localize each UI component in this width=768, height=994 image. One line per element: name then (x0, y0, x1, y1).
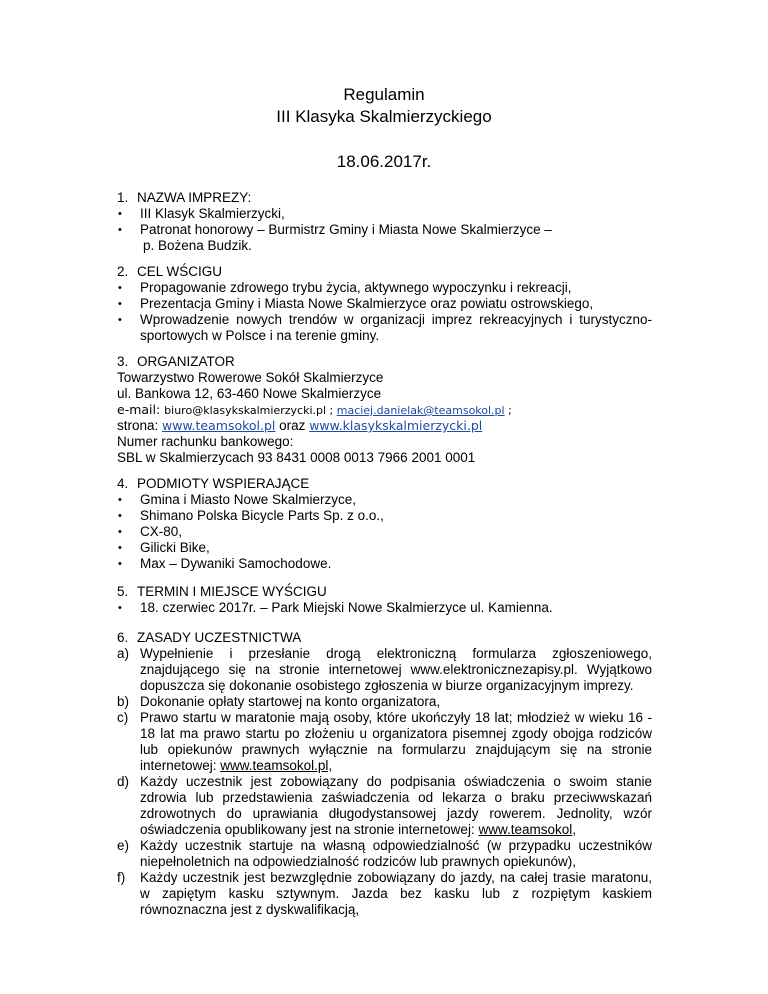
section-zasady-uczestnictwa (117, 630, 652, 918)
org-address: ul. Bankowa 12, 63-460 Nowe Skalmierzyce (117, 386, 382, 401)
org-email-line: e-mail: biuro@klasykskalmierzycki.pl ; maciej.danielak@teamsokol.pl ; (117, 402, 512, 417)
link-teamsokol-d[interactable]: www.teamsokol (478, 822, 573, 837)
email-link-biuro[interactable]: biuro@klasykskalmierzycki.pl (164, 404, 327, 417)
section-organizator (117, 354, 652, 466)
doc-subtitle: III Klasyka Skalmierzyckiego (276, 107, 492, 126)
doc-date: 18.06.2017r. (336, 152, 432, 171)
list-item: • Propagowanie zdrowego trybu życia, aktywnego wypoczynku i rekreacji, (117, 280, 652, 296)
list-item: • Shimano Polska Bicycle Parts Sp. z o.o., (117, 508, 652, 524)
rule-item-b: b) Dokonanie opłaty startowej na konto organizatora, (117, 694, 441, 709)
section-nazwa-imprezy (117, 190, 652, 254)
list-item: • Gmina i Miasto Nowe Skalmierzyce, (117, 492, 652, 508)
rule-item-a: a) Wypełnienie i przesłanie drogą elektroniczną formularza zgłoszeniowego, znajdującego się na stronie internetowej www.elektronicznezapisy.pl. Wyjątkowo dopuszcza się dokonanie osobistego zgłoszenia w biurze organizacyjnym imprezy. (117, 646, 652, 693)
section-heading: 1. NAZWA IMPREZY: (117, 190, 252, 205)
bank-account-number: SBL w Skalmierzycach 93 8431 0008 0013 7966 2001 0001 (117, 450, 476, 465)
bank-account-label: Numer rachunku bankowego: (117, 434, 294, 449)
list-item: • Patronat honorowy – Burmistrz Gminy i Miasta Nowe Skalmierzyce – (117, 222, 652, 238)
email-link-maciej[interactable]: maciej.danielak@teamsokol.pl (336, 404, 505, 417)
section-podmioty-wspierajace (117, 476, 652, 572)
list-item-continuation: sportowych w Polsce i na terenie gminy. (140, 328, 380, 343)
list-item-continuation: p. Bożena Budzik. (143, 238, 252, 253)
section-heading: 3. ORGANIZATOR (117, 354, 235, 369)
section-heading: 6. ZASADY UCZESTNICTWA (117, 630, 302, 645)
list-item: • Wprowadzenie nowych trendów w organizacji imprez rekreacyjnych i turystyczno- (117, 312, 652, 328)
link-teamsokol[interactable]: www.teamsokol.pl (162, 418, 276, 433)
section-heading: 5. TERMIN I MIEJSCE WYŚCIGU (117, 584, 327, 599)
section-cel-wyscigu (117, 264, 652, 344)
rule-item-e: e) Każdy uczestnik startuje na własną odpowiedzialność (w przypadku uczestników niepełnoletnich na odpowiedzialność rodziców lub prawnych opiekunów), (117, 838, 652, 869)
rule-item-f: f) Każdy uczestnik jest bezwzględnie zobowiązany do jazdy, na całej trasie maratonu, w zapiętym kasku sztywnym. Jazda bez kasku lub z rozpiętym kaskiem równoznaczna jest z dyskwalifikacją, (117, 870, 652, 917)
section-heading: 2. CEL WŚCIGU (117, 264, 223, 279)
doc-title: Regulamin (343, 85, 425, 104)
list-item: • CX-80, (117, 524, 652, 540)
section-heading: 4. PODMIOTY WSPIERAJĄCE (117, 476, 310, 491)
rule-item-c: c) Prawo startu w maratonie mają osoby, które ukończyły 18 lat; młodzież w wieku 16 - 18 lat ma prawo startu po złożeniu u organizatora pisemnej zgody obojga rodziców lub opiekunów prawnych wyłącznie na formularzu znajdującym się na stronie internetowej: www.teamsokol.pl, (117, 710, 652, 773)
list-item: • Max – Dywaniki Samochodowe. (117, 556, 652, 572)
rule-item-d: d) Każdy uczestnik jest zobowiązany do podpisania oświadczenia o swoim stanie zdrowia lub przedstawienia zaświadczenia od lekarza o braku przeciwwskazań zdrowotnych do uprawiania długodystansowej jazdy rowerem. Jednolity, wzór oświadczenia opublikowany jest na stronie internetowej: www.teamsokol, (117, 774, 652, 837)
list-item: • 18. czerwiec 2017r. – Park Miejski Nowe Skalmierzyce ul. Kamienna. (117, 600, 652, 616)
org-www-line: strona: www.teamsokol.pl oraz www.klasykskalmierzycki.pl (117, 418, 483, 433)
list-item: • Gilicki Bike, (117, 540, 652, 556)
link-teamsokol-c[interactable]: www.teamsokol.pl, (220, 758, 333, 773)
list-item: • III Klasyk Skalmierzycki, (117, 206, 652, 222)
section-termin-i-miejsce (117, 584, 652, 616)
org-name: Towarzystwo Rowerowe Sokół Skalmierzyce (117, 370, 384, 385)
list-item: • Prezentacja Gminy i Miasta Nowe Skalmierzyce oraz powiatu ostrowskiego, (117, 296, 652, 312)
link-klasykskalmierzycki[interactable]: www.klasykskalmierzycki.pl (309, 418, 483, 433)
